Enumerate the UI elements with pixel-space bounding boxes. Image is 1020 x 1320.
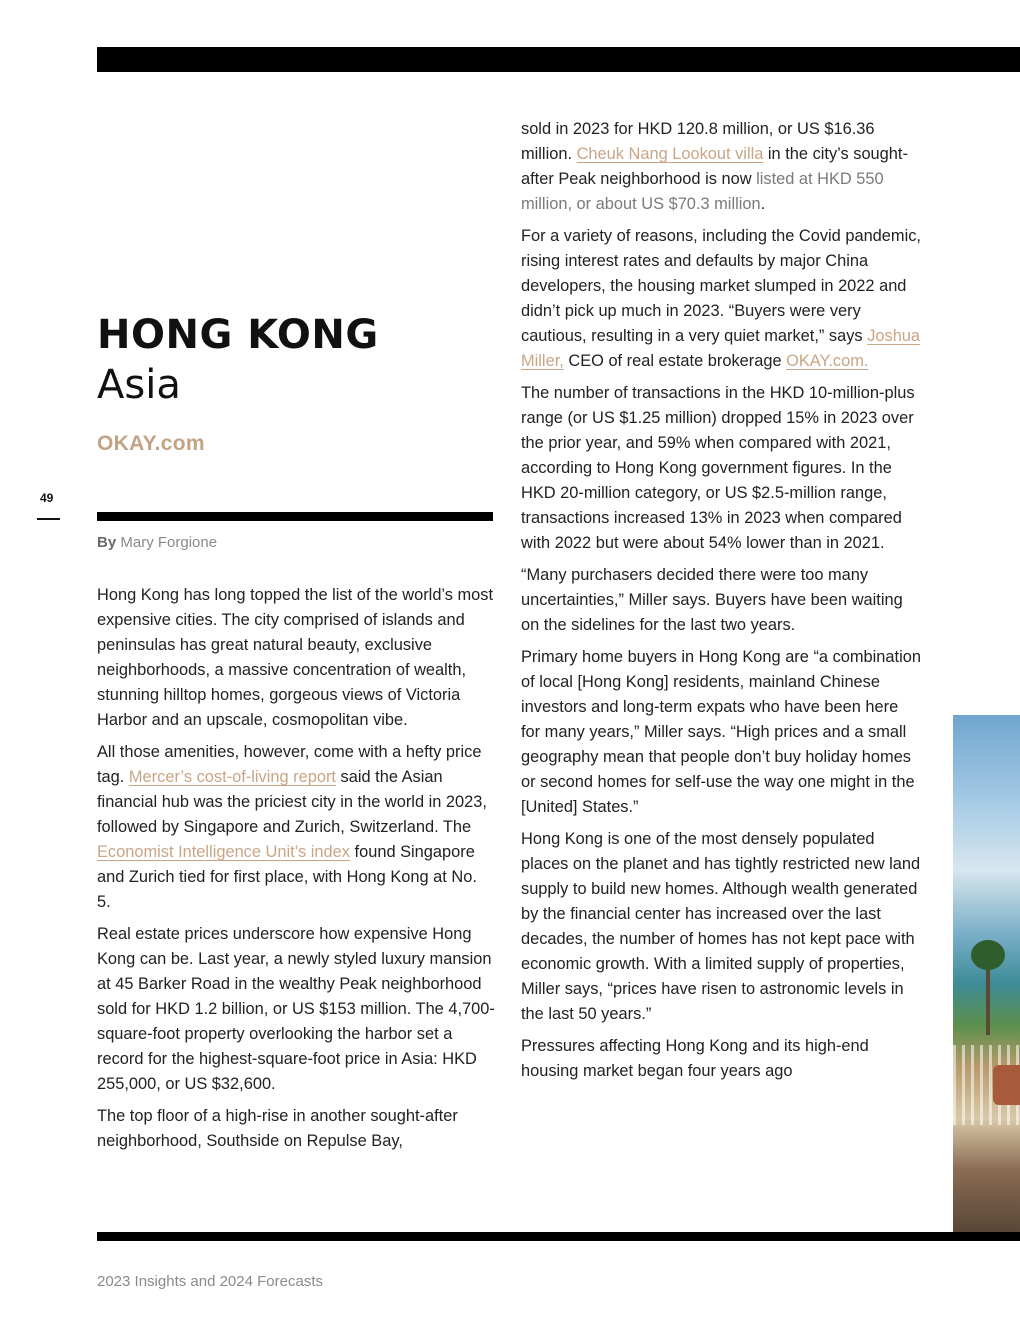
paragraph: Hong Kong is one of the most densely populated places on the planet and has tightly restricted new land supply to build new homes. Although wealth generated by the financial center has increased over the last decades, the number of homes has not kept pace with economic growth. With a limited supply of properties, Miller says, “prices have risen to astronomic levels in the last 50 years.” [521, 830, 921, 1023]
palm-tree [971, 940, 1005, 970]
page-number-dash [37, 518, 60, 520]
paragraph: Primary home buyers in Hong Kong are “a combination of local [Hong Kong] residents, mainland Chinese investors and long-term expats who have been here for many years,” Miller says. “High prices and a small geography mean that people don’t buy holiday homes or second homes for self-use the way one might in the [United] States.” [521, 648, 921, 816]
cheuk-nang-villa-link[interactable]: Cheuk Nang Lookout villa [576, 145, 764, 163]
right-column [521, 117, 921, 1091]
paragraph: Pressures affecting Hong Kong and its high-end housing market began four years ago [521, 1037, 869, 1080]
text-run: sold in 2023 for HKD 120.8 million, or US $16.36 million. [521, 120, 875, 163]
paragraph: “Many purchasers decided there were too many uncertainties,” Miller says. Buyers have been waiting on the sidelines for the last two years. [521, 566, 903, 634]
joshua-miller-link[interactable]: Joshua Miller, [521, 327, 921, 370]
paragraph: Hong Kong has long topped the list of the world’s most expensive cities. The city comprised of islands and peninsulas has great natural beauty, exclusive neighborhoods, a massive concentration of wealth, stunning hilltop homes, gorgeous views of Victoria Harbor and an upscale, cosmopolitan vibe. [97, 586, 494, 729]
text-run: CEO of real estate brokerage [563, 352, 787, 370]
footer-text: 2023 Insights and 2024 Forecasts [97, 1273, 323, 1290]
bottom-rule [97, 1232, 1020, 1241]
text-run: . [760, 195, 766, 213]
byline [97, 534, 217, 551]
paragraph [521, 117, 921, 217]
paragraph: The number of transactions in the HKD 10-million-plus range (or US $1.25 million) dropped 15% in 2023 over the prior year, and 59% when compared with 2021, according to Hong Kong government figures. In the HKD 20-million category, or US $2.5-million range, transactions increased 13% in 2023 when compared with 2022 but were about 54% lower than in 2021. [521, 384, 915, 552]
text-run: found Singapore and Zurich tied for first place, with Hong Kong at No. 5. [97, 843, 477, 911]
okay-com-link[interactable]: OKAY.com. [786, 352, 869, 370]
brand-name: OKAY.com [97, 432, 205, 455]
text-run: said the Asian financial hub was the priciest city in the world in 2023, followed by Singapore and Zurich, Switzerland. The [97, 768, 487, 836]
top-rule [97, 47, 1020, 72]
paragraph: The top floor of a high-rise in another sought-after neighborhood, Southside on Repulse Bay, [97, 1107, 458, 1150]
hong-kong-terrace-photo [953, 715, 1020, 1232]
text-run: in the city’s sought-after Peak neighborhood is now [521, 145, 908, 188]
listing-price-link[interactable]: listed at HKD 550 million, or about US $70.3 million [521, 170, 884, 213]
page-title: HONG KONG [97, 312, 379, 358]
paragraph: Real estate prices underscore how expensive Hong Kong can be. Last year, a newly styled luxury mansion at 45 Barker Road in the wealthy Peak neighborhood sold for HKD 1.2 billion, or US $153 million. The 4,700-square-foot property overlooking the harbor set a record for the highest-square-foot price in Asia: HKD 255,000, or US $32,600. [97, 925, 495, 1093]
eiu-index-link[interactable]: Economist Intelligence Unit’s index [97, 843, 350, 861]
page-subtitle: Asia [97, 362, 181, 408]
left-column [97, 583, 495, 1161]
text-run: For a variety of reasons, including the Covid pandemic, rising interest rates and defaults by major China developers, the housing market slumped in 2022 and didn’t pick up much in 2023. “Buyers were very cautious, resulting in a very quiet market,” says [521, 227, 921, 345]
byline-author: Mary Forgione [120, 534, 218, 551]
paragraph [97, 740, 495, 915]
mercer-report-link[interactable]: Mercer’s cost-of-living report [128, 768, 336, 786]
palm-trunk [986, 965, 990, 1035]
page-number: 49 [40, 491, 54, 505]
text-run: All those amenities, however, come with a hefty price tag. [97, 743, 482, 786]
paragraph [521, 224, 921, 374]
byline-prefix: By [97, 534, 117, 551]
terrace-chair [993, 1065, 1020, 1105]
section-rule [97, 512, 493, 521]
